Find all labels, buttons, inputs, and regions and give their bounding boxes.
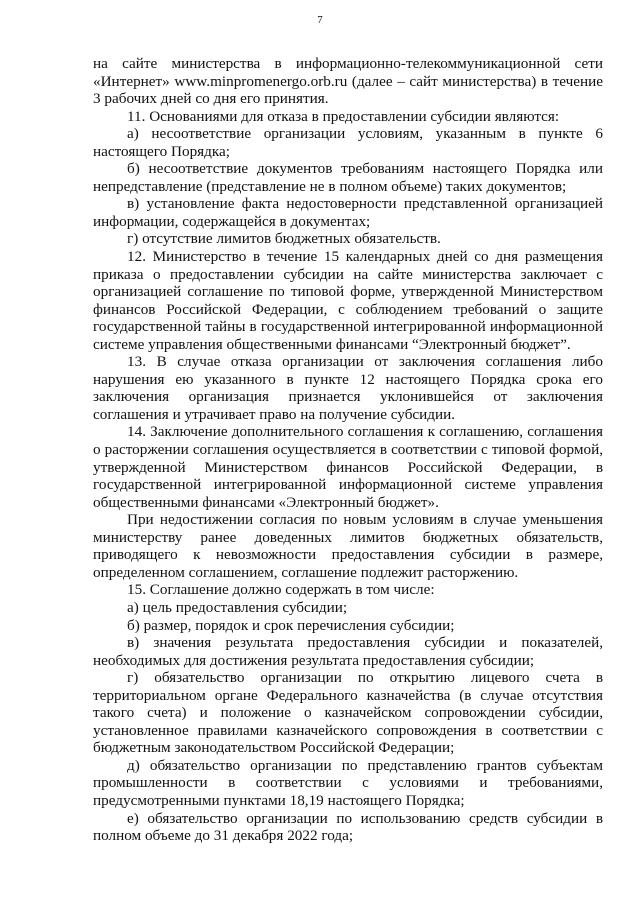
document-body bbox=[93, 55, 603, 845]
paragraph-15-v: в) значения результата предоставления субсидии и показателей, необходимых для достижения результата предоставления субсидии; bbox=[93, 634, 603, 669]
paragraph-11-b: б) несоответствие документов требованиям настоящего Порядка или непредставление (представление не в полном объеме) таких документов; bbox=[93, 160, 603, 195]
paragraph-15: 15. Соглашение должно содержать в том числе: bbox=[127, 581, 435, 599]
paragraph-12: 12. Министерство в течение 15 календарных дней со дня размещения приказа о предоставлении субсидии на сайте министерства заключает с организацией соглашение по типовой форме, утвержденной Министерством финансов Российской Федерации, с соблюдением требований о защите государственной тайны в государственной интегрированной информационной системе управления общественными финансами “Электронный бюджет”. bbox=[93, 248, 603, 353]
paragraph-15-b: б) размер, порядок и срок перечисления субсидии; bbox=[127, 616, 455, 634]
paragraph-continuation: на сайте министерства в информационно-телекоммуникационной сети «Интернет» www.minpromenergo.orb.ru (далее – сайт министерства) в течение 3 рабочих дней со дня его принятия. bbox=[93, 55, 603, 108]
paragraph-15-e: е) обязательство организации по использованию средств субсидии в полном объеме до 31 декабря 2022 года; bbox=[93, 809, 603, 845]
paragraph-11-g: г) отсутствие лимитов бюджетных обязательств. bbox=[127, 230, 441, 248]
paragraph-14: 14. Заключение дополнительного соглашения к соглашению, соглашения о расторжении соглашения осуществляется в соответствии с типовой формой, утвержденной Министерством финансов Российской Федерации, в государственной интегрированной информационной системе управления общественными финансами «Электронный бюджет». bbox=[93, 423, 603, 511]
paragraph-11-a: а) несоответствие организации условиям, указанным в пункте 6 настоящего Порядка; bbox=[93, 125, 603, 160]
paragraph-11: 11. Основаниями для отказа в предоставлении субсидии являются: bbox=[127, 107, 560, 125]
paragraph-13: 13. В случае отказа организации от заключения соглашения либо нарушения ею указанного в пункте 12 настоящего Порядка срока его заключения организация признается уклонившейся от заключения соглашения и утрачивает право на получение субсидии. bbox=[93, 353, 603, 423]
paragraph-15-d: д) обязательство организации по представлению грантов субъектам промышленности в соответствии с условиями и требованиями, предусмотренными пунктами 18,19 настоящего Порядка; bbox=[93, 756, 603, 809]
paragraph-15-a: а) цель предоставления субсидии; bbox=[127, 598, 348, 616]
paragraph-11-v: в) установление факта недостоверности представленной организацией информации, содержащейся в документах; bbox=[93, 195, 603, 230]
paragraph-14-note: При недостижении согласия по новым условиям в случае уменьшения министерству ранее доведенных лимитов бюджетных обязательств, приводящего к невозможности предоставления субсидии в размере, определенном соглашением, соглашение подлежит расторжению. bbox=[93, 511, 603, 581]
paragraph-15-g: г) обязательство организации по открытию лицевого счета в территориальном органе Федерального казначейства (в случае отсутствия такого счета) и положение о казначейском сопровождении субсидии, установленное правилами казначейского сопровождения в соответствии с бюджетным законодательством Российской Федерации; bbox=[93, 669, 603, 757]
page-number: 7 bbox=[317, 14, 323, 26]
